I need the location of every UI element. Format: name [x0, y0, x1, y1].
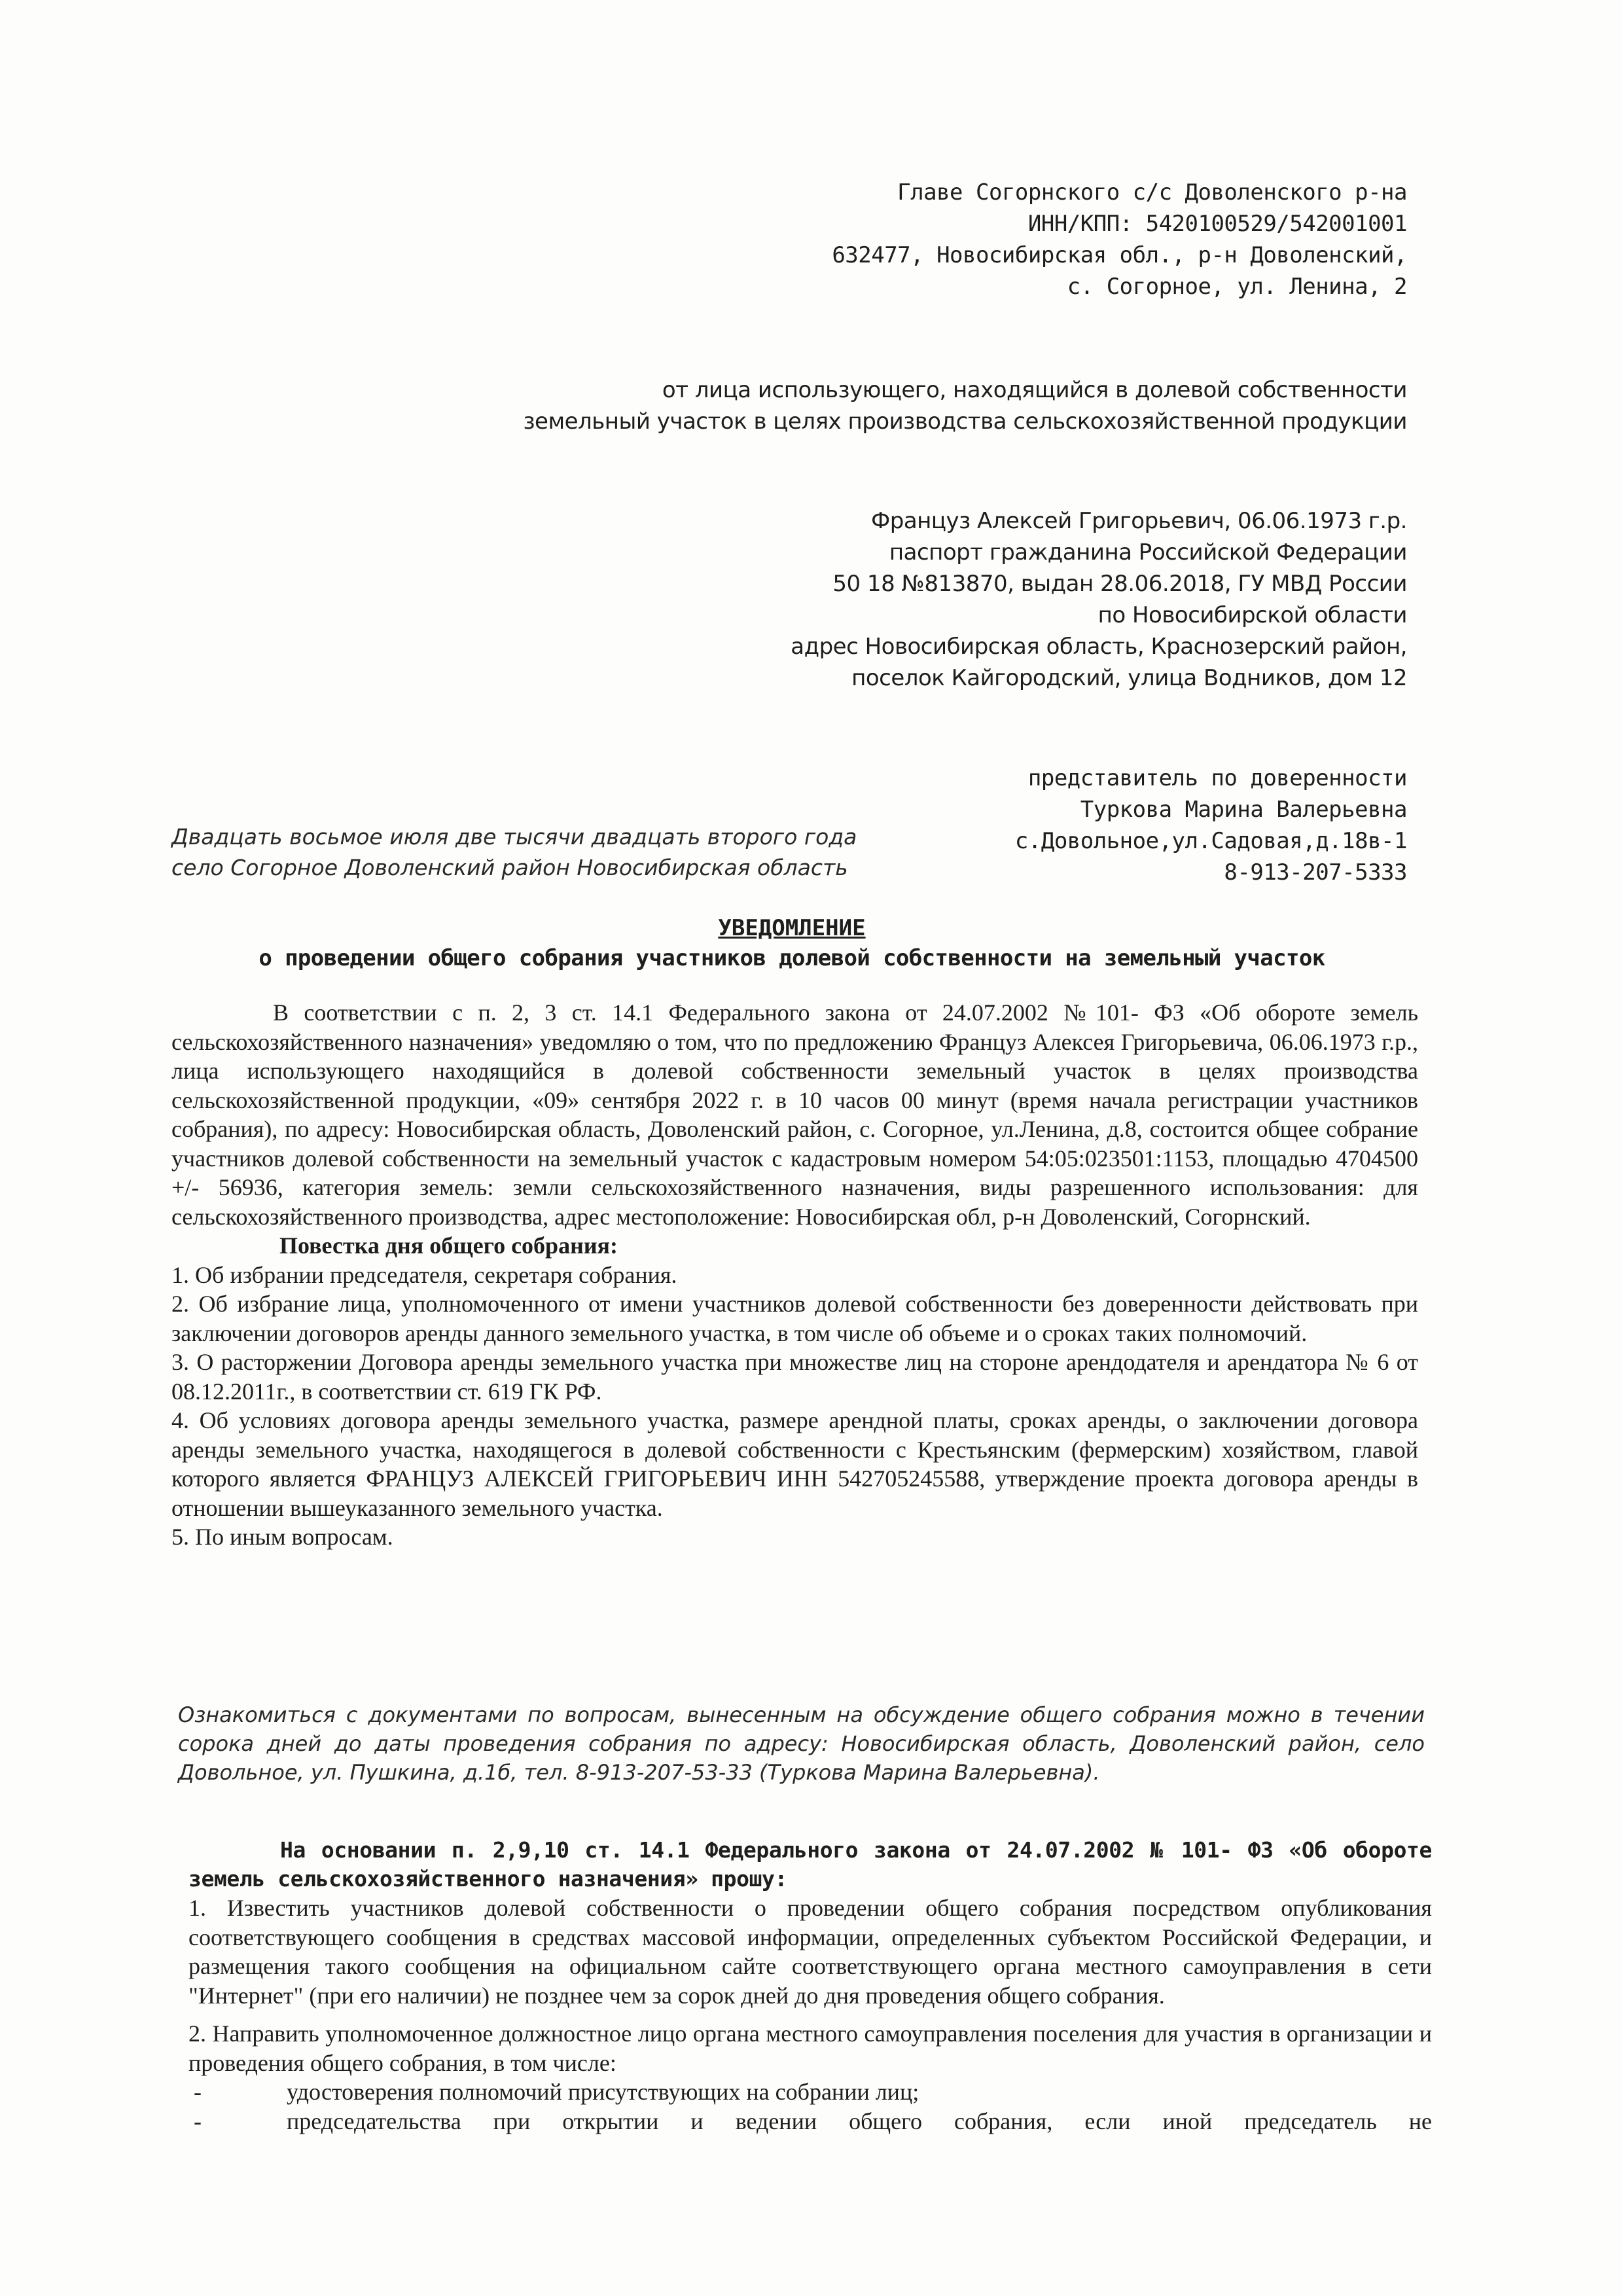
sender-detail-line: Француз Алексей Григорьевич, 06.06.1973 г.р. [870, 508, 1407, 534]
agenda-item: 1. Об избрании председателя, секретаря собрания. [171, 1261, 677, 1288]
request-bullet [188, 2107, 1432, 2136]
sender-detail-line: паспорт гражданина Российской Федерации [889, 539, 1407, 565]
bullet-dash: - [194, 2108, 202, 2134]
request-block [188, 1836, 1432, 2136]
date-place [171, 821, 1153, 883]
agenda-item: 3. О расторжении Договора аренды земельного участка при множестве лиц на стороне арендодателя и арендатора № 6 от 08.12.2011г., в соответствии ст. 619 ГК РФ. [171, 1349, 1418, 1405]
request-bullet [188, 2077, 1432, 2107]
addressee-line: с. Согорное, ул. Ленина, 2 [1067, 274, 1407, 300]
agenda-item: 2. Об избрание лица, уполномоченного от имени участников долевой собственности без доверенности действовать при заключении договоров аренды данного земельного участка, в том числе об объеме и о сроках таких полномочий. [171, 1291, 1418, 1346]
intro-paragraph: В соответствии с п. 2, 3 ст. 14.1 Федерального закона от 24.07.2002 №101- ФЗ «Об обороте земель сельскохозяйственного назначения» уведомляю о том, что по предложению Француз Алексея Григорьевича, 06.06.1973 г.р., лица использующего находящийся в долевой собственности земельный участок в целях производства сельскохозяйственной продукции, «09» сентября 2022 г. в 10 часов 00 минут (время начала регистрации участников собрания), по адресу: Новосибирская область, Доволенский район, с. Согорное, ул.Ленина, д.8, состоится общее собрание участников долевой собственности на земельный участок с кадастровым номером 54:05:023501:1153, площадью 4704500 +/- 56936, категория земель: земли сельскохозяйственного назначения, виды разрешенного использования: для сельскохозяйственного производства, адрес местоположение: Новосибирская обл, р-н Доволенский, Согорнский. [171, 999, 1418, 1230]
header-block [425, 177, 1407, 888]
bullet-text: председательства при открытии и ведении общего собрания, если иной председатель не [287, 2108, 1432, 2134]
sender-role-line: земельный участок в целях производства сельскохозяйственной продукции [523, 408, 1407, 435]
place-line: село Согорное Доволенский район Новосибирская область [171, 855, 848, 880]
agenda-item: 5. По иным вопросам. [171, 1524, 393, 1550]
sender-role-line: от лица использующего, находящийся в долевой собственности [662, 377, 1407, 403]
documents-note: Ознакомиться с документами по вопросам, вынесенным на обсуждение общего собрания можно в течении сорока дней до даты проведения собрания по адресу: Новосибирская область, Доволенский район, село Довольное, ул. Пушкина, д.1б, тел. 8-913-207-53-33 (Туркова Марина Валерьевна). [178, 1702, 1425, 1785]
sender-detail-line: 50 18 №813870, выдан 28.06.2018, ГУ МВД России [832, 571, 1407, 597]
agenda-item: 4. Об условиях договора аренды земельного участка, размере арендной платы, сроках аренды, о заключении договора аренды земельного участка, находящегося в долевой собственности с Крестьянским (фермерским) хозяйством, главой которого является ФРАНЦУЗ АЛЕКСЕЙ ГРИГОРЬЕВИЧ ИНН 542705245588, утверждение проекта договора аренды в отношении вышеуказанного земельного участка. [171, 1407, 1418, 1521]
title-subheading: о проведении общего собрания участников долевой собственности на земельный участок [259, 945, 1325, 971]
addressee-line: 632477, Новосибирская обл., р-н Доволенский, [832, 242, 1407, 268]
bullet-text: удостоверения полномочий присутствующих на собрании лиц; [287, 2079, 919, 2105]
representative-line: с.Довольное,ул.Садовая,д.18в-1 [1014, 828, 1407, 854]
addressee-line: Главе Согорнского с/с Доволенского р-на [897, 179, 1407, 206]
sender-detail-line: адрес Новосибирская область, Краснозерский район, [791, 634, 1407, 660]
addressee-line: ИНН/КПП: 5420100529/542001001 [1027, 211, 1407, 237]
request-item: 1. Известить участников долевой собственности о проведении общего собрания посредством опубликования соответствующего сообщения в средствах массовой информации, определенных субъектом Российской Федерации, и размещения такого сообщения на официальном сайте соответствующего органа местного самоуправления в сети "Интернет" (при его наличии) не позднее чем за сорок дней до дня проведения общего собрания. [188, 1895, 1432, 2009]
title-heading: УВЕДОМЛЕНИЕ [718, 915, 866, 941]
bullet-dash: - [194, 2079, 202, 2105]
request-title: На основании п. 2,9,10 ст. 14.1 Федерального закона от 24.07.2002 № 101- ФЗ «Об обороте земель сельскохозяйственного назначения» прошу: [188, 1837, 1432, 1892]
agenda-title: Повестка дня общего собрания: [279, 1232, 618, 1259]
request-item: 2. Направить уполномоченное должностное лицо органа местного самоуправления поселения для участия в организации и проведения общего собрания, в том числе: [188, 2020, 1432, 2076]
representative-line: представитель по доверенности [1027, 765, 1407, 791]
representative-line: Туркова Марина Валерьевна [1080, 797, 1407, 823]
sender-detail-line: поселок Кайгородский, улица Водников, дом 12 [851, 665, 1407, 691]
sender-detail-line: по Новосибирской области [1097, 602, 1407, 628]
notice-body [171, 998, 1418, 1552]
document-title [164, 913, 1420, 973]
representative-line: 8-913-207-5333 [1224, 859, 1407, 886]
date-line: Двадцать восьмое июля две тысячи двадцать второго года [171, 824, 857, 850]
